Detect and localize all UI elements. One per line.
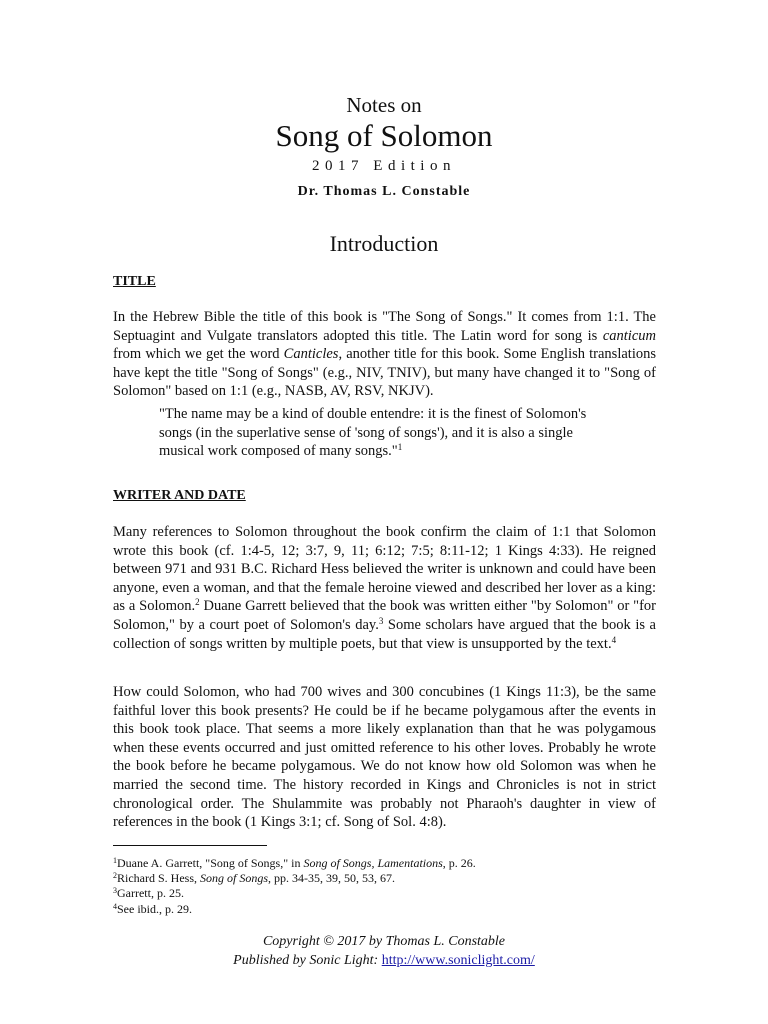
- footnote-text: Duane A. Garrett, "Song of Songs," in: [117, 856, 304, 870]
- publisher-text: Published by Sonic Light:: [233, 953, 382, 968]
- italic-term: Canticles: [283, 346, 339, 363]
- publisher-line: [0, 953, 768, 969]
- footnote-text: , pp. 34-35, 39, 50, 53, 67.: [268, 871, 396, 886]
- text-run: Duane Garrett believed that the book was written either "by Solomon" or "for Solomon," by a court poet of Solomon's day.: [113, 598, 657, 633]
- footnote-text: , p. 26.: [442, 856, 476, 870]
- text-run: Many references to Solomon throughout the book confirm the claim of 1:1 that Solomon wrote this book (cf. 1:4-5, 12; 3:7, 9, 11; 6:12; 7:5; 8:11-12; 1 Kings 4:33). He reigned between 971 and 931 B.C. Richard Hess believed the writer is unknown and could have been anyone, even a woman, and that the female heroine viewed and described her lover as a king: as a Solomon.: [113, 524, 656, 615]
- footnote-italic: Song of Songs: [200, 871, 269, 886]
- text-run: Some scholars have argued that the book is a collection of songs written by multiple poets, but that view is unsupported by the text.: [113, 616, 656, 652]
- footnote-ref[interactable]: 2: [195, 597, 200, 608]
- footnotes: [113, 856, 663, 917]
- edition-label: 2017 Edition: [312, 158, 456, 174]
- title-heading: TITLE: [113, 274, 156, 289]
- footnote-divider: [113, 845, 267, 846]
- footnote: [113, 886, 663, 901]
- footnote-text: See ibid., p. 29.: [117, 901, 192, 916]
- writer-paragraph-2: How could Solomon, who had 700 wives and 300 concubines (1 Kings 11:3), be the same faithful lover this book presents? He could be if he became polygamous after the events in this book took place. That seems a more likely explanation than that he was polygamous when these events occurred and just omitted reference to his other loves. Probably he wrote the book before he became polygamous. We do not know how old Solomon was when he married the second time. The history recorded in Kings and Chronicles is not in strict chronological order. The Shulammite was probably not Pharaoh's daughter in view of references in the book (1 Kings 3:1; cf. Song of Sol. 4:8).: [113, 684, 656, 831]
- writer-paragraph-1: [113, 523, 656, 653]
- footnote-text: Richard S. Hess,: [117, 871, 200, 886]
- title-paragraph: [113, 308, 656, 401]
- text-run: from which we get the word: [113, 346, 284, 363]
- text-run: , another title for this book. Some English translations have kept the title "Song of Songs" (e.g., NIV, TNIV), but many have changed it to "Song of Solomon" based on 1:1 (e.g., NASB, AV, RSV, NKJV).: [113, 346, 656, 400]
- block-quote: [159, 405, 619, 461]
- writer-date-heading: WRITER AND DATE: [113, 488, 246, 503]
- footnote: [113, 902, 663, 917]
- footnote: [113, 856, 663, 871]
- italic-term: canticum: [602, 327, 656, 344]
- footnote-ref[interactable]: 3: [378, 615, 384, 626]
- footnote-ref[interactable]: 4: [611, 634, 617, 645]
- footnote-text: Garrett, p. 25.: [117, 886, 184, 901]
- copyright-line: Copyright © 2017 by Thomas L. Constable: [262, 934, 506, 949]
- text-run: In the Hebrew Bible the title of this book is "The Song of Songs." It comes from 1:1. The Septuagint and Vulgate translators adopted this title. The Latin word for song is: [113, 309, 656, 344]
- quote-text: "The name may be a kind of double entendre: it is the finest of Solomon's songs (in the superlative sense of 'song of songs'), and it is also a single musical work composed of many songs.": [159, 406, 587, 460]
- publisher-link[interactable]: http://www.soniclight.com/: [381, 953, 535, 968]
- footnote-number: 2: [113, 871, 117, 881]
- footnote: [113, 871, 663, 886]
- footnote-number: 1: [113, 856, 117, 865]
- footnote-ref[interactable]: 1: [397, 442, 403, 453]
- author-name: Dr. Thomas L. Constable: [297, 184, 471, 199]
- footnote-number: 4: [113, 901, 117, 911]
- footnote-italic: Song of Songs, Lamentations: [303, 856, 443, 870]
- footnote-number: 3: [113, 886, 117, 896]
- notes-on-label: Notes on: [346, 93, 422, 117]
- section-title: Introduction: [329, 231, 439, 256]
- document-title: Song of Solomon: [275, 118, 493, 153]
